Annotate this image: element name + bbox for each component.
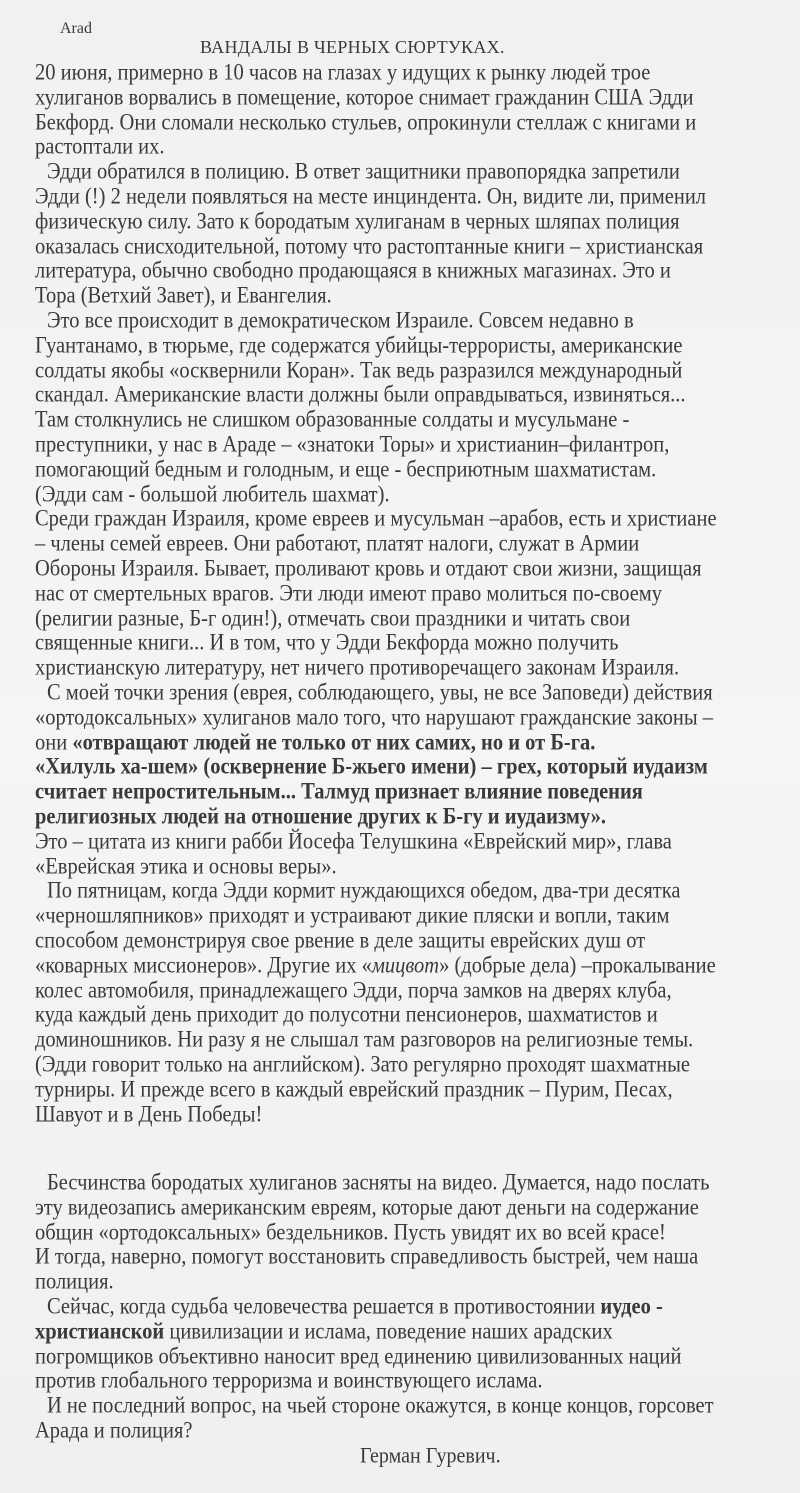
text-line (35, 1052, 690, 1079)
bold-text: «Хилуль ха-шем» (осквернение Б-жьего имени) – грех, который иудаизм (35, 755, 708, 780)
author-signature: Герман Гуревич. (360, 1443, 501, 1469)
text-segment: скандал. Американские власти должны были оправдываться, извиняться... (35, 383, 686, 408)
text-segment: помогающий бедным и голодным, и еще - бесприютным шахматистам. (35, 457, 657, 483)
text-line (35, 109, 696, 136)
text-line (47, 1170, 709, 1197)
text-segment: С моей точки зрения (еврея, соблюдающего, увы, не все Заповеди) действия (47, 680, 713, 706)
text-line (35, 1418, 193, 1445)
text-segment: эту видеозапись американским евреям, которые дают деньги на содержание (35, 1195, 699, 1221)
text-segment: растоптали их. (35, 135, 165, 160)
bold-text: «отвращают людей не только от них самих, но и от Б-га. (72, 730, 596, 755)
text-segment: Там столкнулись не слишком образованные солдаты и мусульмане - (35, 407, 630, 433)
text-line (35, 332, 682, 359)
text-line (35, 828, 672, 855)
text-line (35, 729, 595, 756)
text-segment: священные книги... И в том, что у Эдди Бекфорда можно получить (35, 631, 619, 656)
text-segment: солдаты якобы «осквернили Коран». Так ведь разразился международный (35, 358, 683, 383)
bold-text: религиозных людей на отношение других к Б-гу и иудаизму». (35, 804, 606, 830)
text-line (47, 680, 713, 707)
text-segment: турниры. И прежде всего в каждый еврейский праздник – Пурим, Песах, (35, 1077, 673, 1103)
text-line (35, 1343, 682, 1370)
text-segment: погромщиков объективно наносит вред единению цивилизованных наций (35, 1344, 682, 1369)
text-segment: «Еврейская этика и основы веры». (35, 854, 337, 879)
text-segment: колес автомобиля, принадлежащего Эдди, порча замков на дверях клуба, (35, 978, 672, 1003)
text-segment: христианскую литературу, нет ничего противоречащего законам Израиля. (35, 655, 680, 681)
text-line (35, 1368, 543, 1395)
text-line (35, 977, 672, 1004)
text-line (35, 804, 606, 831)
text-segment: Это – цитата из книги рабби Йосефа Телушкина «Еврейский мир», глава (35, 829, 672, 855)
text-line (35, 1194, 699, 1221)
text-line (47, 159, 680, 186)
location-label: Arad (60, 20, 92, 37)
text-segment: «ортодоксальных» хулиганов мало того, что нарушают гражданские законы – (35, 705, 713, 731)
text-line (35, 432, 669, 459)
text-line (47, 1393, 714, 1420)
text-segment: – члены семей евреев. Они работают, платят налоги, служат в Армии (35, 531, 640, 557)
text-line (35, 655, 679, 682)
text-line (35, 382, 686, 409)
text-line (35, 506, 717, 533)
text-segment: «чернoшляпников» приходят и устраивают дикие пляски и вопли, таким (35, 903, 670, 929)
text-segment: оказалась снисходительной, потому что растоптанные книги – христианская (35, 234, 704, 259)
text-line (35, 1027, 693, 1054)
text-line (35, 481, 390, 508)
text-segment: «коварных миссионеров». Другие их « (35, 953, 372, 979)
text-segment: Эдди (!) 2 недели появляться на месте инциндента. Он, видите ли, применил (35, 184, 707, 210)
text-line (47, 308, 634, 335)
text-line (35, 407, 629, 434)
text-segment: доминошников. Ни разу я не слышал там разговоров на религиозные темы. (35, 1027, 694, 1053)
text-segment: нас от смертельных врагов. Эти люди имеют право молиться по-своему (35, 581, 663, 607)
text-line (35, 952, 716, 979)
text-segment: И тогда, наверно, помогут восстановить справедливость быстрей, чем наша (35, 1245, 699, 1270)
text-segment: Это все происходит в демократическом Израиле. Совсем недавно в (47, 308, 634, 334)
text-segment: куда каждый день приходит до полусотни пенсионеров, шахматистов и (35, 1003, 658, 1028)
text-segment: хулиганов ворвались в помещение, которое снимает гражданин США Эдди (35, 85, 694, 111)
text-segment: Тора (Ветхий Завет), и Евангелия. (35, 283, 332, 309)
text-segment: Арада и полиция? (35, 1418, 193, 1444)
text-segment: Шавуот и в День Победы! (35, 1102, 263, 1127)
text-segment: По пятницам, когда Эдди кормит нуждающихся обедом, два-три десятка (47, 879, 681, 904)
text-line (35, 1002, 658, 1029)
text-line (35, 928, 645, 955)
italic-text: мицвот (371, 953, 440, 979)
bold-text: иудео - (600, 1294, 663, 1320)
text-segment: полиция. (35, 1269, 114, 1295)
bold-text: христианской (35, 1319, 165, 1345)
text-line (35, 630, 619, 657)
text-line (35, 580, 662, 607)
text-segment: Обороны Израиля. Бывает, проливают кровь и отдают свои жизни, защищая (35, 556, 702, 582)
text-line (35, 184, 706, 211)
text-line (35, 233, 703, 260)
text-line (35, 779, 643, 806)
text-line (35, 1101, 262, 1128)
text-line (35, 1318, 613, 1345)
text-segment: они (35, 730, 73, 755)
text-segment: физическую силу. Зато к бородатым хулиганам в черных шляпах полиция (35, 209, 680, 235)
text-segment: Гуантанамо, в тюрьме, где содержатся убийцы-террористы, американские (35, 333, 683, 359)
text-segment: общин «ортодоксальных» бездельников. Пусть увидят их во всей красе! (35, 1220, 666, 1245)
text-line (35, 84, 694, 111)
text-line (35, 1076, 673, 1103)
text-line (35, 903, 669, 930)
text-line (35, 1269, 114, 1296)
text-line (35, 1244, 698, 1271)
text-line (35, 258, 671, 285)
text-segment: И не последний вопрос, на чьей стороне окажутся, в конце концов, горсовет (47, 1393, 714, 1419)
text-segment: (религии разные, Б-г один!), отмечать свои праздники и читать свои (35, 606, 631, 631)
text-segment: (Эдди сам - большой любитель шахмат). (35, 482, 390, 507)
text-line (35, 853, 337, 880)
text-line (47, 878, 680, 905)
text-line (35, 531, 639, 558)
text-segment: (Эдди говорит только на английском). Зато регулярно проходят шахматные (35, 1052, 690, 1078)
text-segment: Эдди обратился в полицию. В ответ защитники правопорядка запретили (47, 159, 680, 185)
text-segment: Бесчинства бородатых хулиганов засняты на видео. Думается, надо послать (47, 1170, 710, 1196)
text-segment: » (добрые дела) –прокалывание (439, 953, 716, 979)
text-segment: преступники, у нас в Араде – «знатоки Торы» и христианин–филантроп, (35, 432, 670, 458)
text-line (47, 1294, 663, 1321)
text-line (35, 704, 713, 731)
text-line (35, 208, 680, 235)
text-line (35, 556, 702, 583)
text-line (35, 283, 332, 310)
text-line (35, 134, 165, 161)
text-segment: литература, обычно свободно продающаяся в книжных магазинах. Это и (35, 259, 671, 284)
text-segment: Среди граждан Израиля, кроме евреев и мусульман –арабов, есть и христиане (35, 507, 717, 532)
text-segment: цивилизации и ислама, поведение наших арадских (164, 1319, 613, 1345)
text-segment: 20 июня, примерно в 10 часов на глазах у идущих к рынку людей трое (35, 60, 651, 86)
text-segment: Сейчас, когда судьба человечества решается в противостоянии (47, 1294, 601, 1320)
text-line (35, 1219, 666, 1246)
text-line (35, 754, 708, 781)
bold-text: считает непростительным... Талмуд признает влияние поведения (35, 779, 643, 805)
text-segment: способом демонстрируя свое рвение в деле защиты еврейских душ от (35, 928, 646, 954)
text-segment: Бекфорд. Они сломали несколько стульев, опрокинули стеллаж с книгами и (35, 110, 697, 135)
text-line (35, 456, 656, 483)
text-segment: против глобального терроризма и воинствующего ислама. (35, 1369, 543, 1394)
text-line (35, 605, 630, 632)
article-title: ВАНДАЛЫ В ЧЕРНЫХ СЮРТУКАХ. (200, 37, 505, 57)
text-line (35, 60, 650, 87)
text-line (35, 357, 682, 384)
